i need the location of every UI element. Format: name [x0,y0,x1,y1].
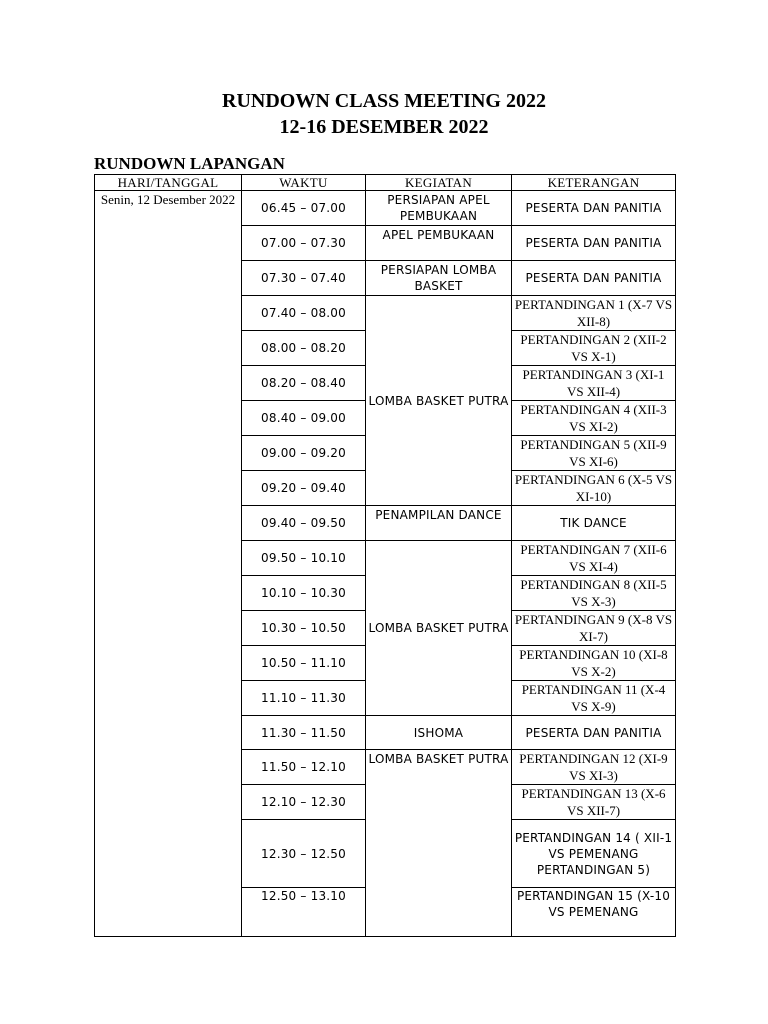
activity-cell: APEL PEMBUKAAN [366,226,512,261]
activity-cell: LOMBA BASKET PUTRA [366,541,512,716]
activity-cell: PERSIAPAN LOMBA BASKET [366,261,512,296]
note-cell: PERTANDINGAN 8 (XII-5 VS X-3) [512,576,676,611]
activity-cell: LOMBA BASKET PUTRA [366,750,512,937]
note-cell: PERTANDINGAN 5 (XII-9 VS XI-6) [512,436,676,471]
note-cell: PESERTA DAN PANITIA [512,226,676,261]
header-hari-tanggal: HARI/TANGGAL [95,175,242,191]
note-cell: PERTANDINGAN 14 ( XII-1 VS PEMENANG PERTANDINGAN 5) [512,820,676,888]
time-cell: 07.40 – 08.00 [242,296,366,331]
time-cell: 08.00 – 08.20 [242,331,366,366]
section-title: RUNDOWN LAPANGAN [94,154,285,173]
note-cell: PERTANDINGAN 12 (XI-9 VS XI-3) [512,750,676,785]
time-cell: 06.45 – 07.00 [242,191,366,226]
note-cell: PERTANDINGAN 15 (X-10 VS PEMENANG [512,888,676,937]
document-title: RUNDOWN CLASS MEETING 2022 [222,90,546,112]
header-waktu: WAKTU [242,175,366,191]
note-cell: PERTANDINGAN 6 (X-5 VS XI-10) [512,471,676,506]
note-cell: PESERTA DAN PANITIA [512,261,676,296]
note-cell: PERTANDINGAN 13 (X-6 VS XII-7) [512,785,676,820]
time-cell: 12.10 – 12.30 [242,785,366,820]
time-cell: 09.20 – 09.40 [242,471,366,506]
activity-cell: ISHOMA [366,716,512,750]
time-cell: 12.30 – 12.50 [242,820,366,888]
time-cell: 09.00 – 09.20 [242,436,366,471]
note-cell: TIK DANCE [512,506,676,541]
note-cell: PESERTA DAN PANITIA [512,191,676,226]
activity-cell: PERSIAPAN APEL PEMBUKAAN [366,191,512,226]
table-header-row [95,175,676,191]
note-cell: PERTANDINGAN 1 (X-7 VS XII-8) [512,296,676,331]
note-cell: PERTANDINGAN 3 (XI-1 VS XII-4) [512,366,676,401]
note-cell: PERTANDINGAN 10 (XI-8 VS X-2) [512,646,676,681]
rundown-table [94,174,676,937]
time-cell: 08.20 – 08.40 [242,366,366,401]
note-cell: PESERTA DAN PANITIA [512,716,676,750]
time-cell: 08.40 – 09.00 [242,401,366,436]
note-cell: PERTANDINGAN 4 (XII-3 VS XI-2) [512,401,676,436]
time-cell: 12.50 – 13.10 [242,888,366,937]
activity-cell: LOMBA BASKET PUTRA [366,296,512,506]
time-cell: 11.10 – 11.30 [242,681,366,716]
document-date-range: 12-16 DESEMBER 2022 [279,116,489,138]
note-cell: PERTANDINGAN 2 (XII-2 VS X-1) [512,331,676,366]
note-cell: PERTANDINGAN 7 (XII-6 VS XI-4) [512,541,676,576]
time-cell: 11.30 – 11.50 [242,716,366,750]
time-cell: 10.50 – 11.10 [242,646,366,681]
note-cell: PERTANDINGAN 9 (X-8 VS XI-7) [512,611,676,646]
time-cell: 07.30 – 07.40 [242,261,366,296]
time-cell: 10.30 – 10.50 [242,611,366,646]
day-cell: Senin, 12 Desember 2022 [95,191,242,937]
header-keterangan: KETERANGAN [512,175,676,191]
time-cell: 10.10 – 10.30 [242,576,366,611]
table-row [95,191,676,226]
time-cell: 09.40 – 09.50 [242,506,366,541]
time-cell: 11.50 – 12.10 [242,750,366,785]
time-cell: 07.00 – 07.30 [242,226,366,261]
header-kegiatan: KEGIATAN [366,175,512,191]
activity-cell: PENAMPILAN DANCE [366,506,512,541]
note-cell: PERTANDINGAN 11 (X-4 VS X-9) [512,681,676,716]
time-cell: 09.50 – 10.10 [242,541,366,576]
